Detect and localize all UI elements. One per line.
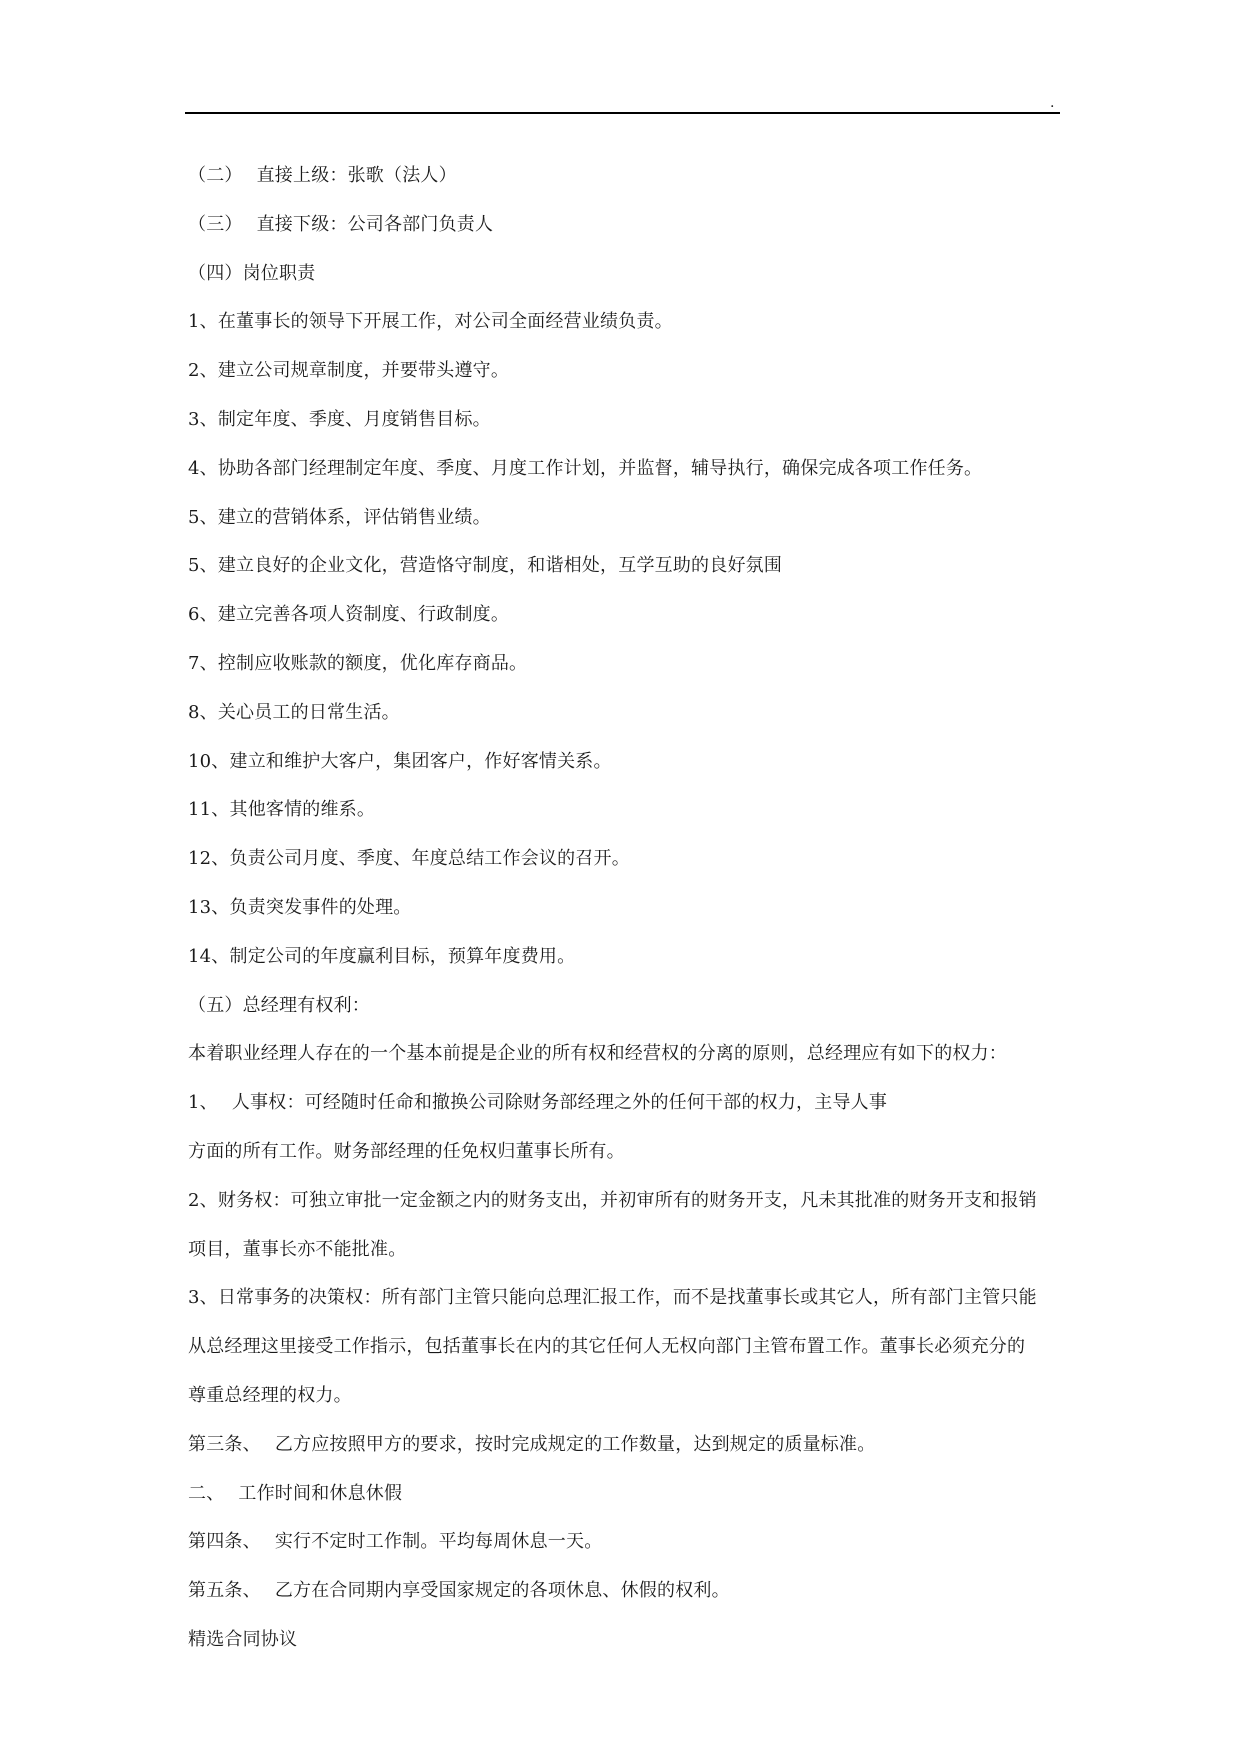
list-item — [188, 941, 1068, 990]
line-prefix: （三） — [188, 213, 243, 235]
list-item — [188, 892, 1068, 941]
line-text: 3、制定年度、季度、月度销售目标。 — [188, 408, 491, 430]
article-line — [188, 1429, 1068, 1478]
line-text: 3、日常事务的决策权：所有部门主管只能向总理汇报工作，而不是找董事长或其它人，所有部门主管只能 — [188, 1287, 1037, 1309]
paragraph-line — [188, 1038, 1068, 1087]
line-text: 精选合同协议 — [188, 1628, 298, 1650]
line-text: 乙方应按照甲方的要求，按时完成规定的工作数量，达到规定的质量标准。 — [274, 1433, 876, 1455]
line-prefix: （二） — [188, 165, 243, 186]
paragraph-line — [188, 1380, 1068, 1429]
list-item — [188, 746, 1068, 795]
line-text: （五）总经理有权利： — [188, 994, 370, 1016]
section-heading — [188, 990, 1068, 1039]
paragraph-line — [188, 1136, 1068, 1185]
list-item — [188, 697, 1068, 746]
line-text: 直接上级：张歌（法人） — [256, 165, 457, 186]
line-text: 工作时间和休息休假 — [238, 1482, 403, 1504]
list-item — [188, 355, 1068, 404]
list-item — [188, 502, 1068, 551]
header-rule — [185, 112, 1060, 114]
line-prefix: 第三条、 — [188, 1433, 261, 1455]
line-text: 6、建立完善各项人资制度、行政制度。 — [188, 604, 510, 626]
line-text: 从总经理这里接受工作指示，包括董事长在内的其它任何人无权向部门主管布置工作。董事长必须充分的 — [188, 1336, 1026, 1358]
text-line — [188, 209, 1068, 258]
line-text: 2、财务权：可独立审批一定金额之内的财务支出，并初审所有的财务开支，凡未其批准的财务开支和报销 — [188, 1189, 1037, 1211]
article-line — [188, 1526, 1068, 1575]
line-text: 实行不定时工作制。平均每周休息一天。 — [274, 1531, 603, 1553]
list-item — [188, 599, 1068, 648]
text-line — [188, 160, 1068, 209]
list-item — [188, 404, 1068, 453]
line-prefix: 第四条、 — [188, 1531, 261, 1553]
list-item — [188, 648, 1068, 697]
line-text: 1、在董事长的领导下开展工作，对公司全面经营业绩负责。 — [188, 311, 673, 333]
footer-label — [188, 1624, 1068, 1673]
line-text: 5、建立良好的企业文化，营造恪守制度，和谐相处，互学互助的良好氛围 — [188, 555, 783, 577]
line-text: 5、建立的营销体系，评估销售业绩。 — [188, 506, 491, 528]
line-text: （四）岗位职责 — [188, 262, 316, 284]
line-text: 11、其他客情的维系。 — [188, 799, 376, 821]
line-text: 直接下级：公司各部门负责人 — [256, 213, 494, 235]
list-item — [188, 550, 1068, 599]
document-body — [188, 160, 1068, 1673]
line-text: 10、建立和维护大客户，集团客户，作好客情关系。 — [188, 750, 612, 772]
list-item — [188, 306, 1068, 355]
line-text: 方面的所有工作。财务部经理的任免权归董事长所有。 — [188, 1140, 625, 1162]
line-text: 2、建立公司规章制度，并要带头遵守。 — [188, 360, 510, 382]
line-text: 本着职业经理人存在的一个基本前提是企业的所有权和经营权的分离的原则，总经理应有如下的权力： — [188, 1043, 1007, 1065]
list-item — [188, 453, 1068, 502]
line-text: 7、控制应收账款的额度，优化库存商品。 — [188, 652, 528, 674]
line-text: 尊重总经理的权力。 — [188, 1384, 352, 1406]
line-text: 13、负责突发事件的处理。 — [188, 896, 412, 918]
line-text: 乙方在合同期内享受国家规定的各项休息、休假的权利。 — [274, 1580, 730, 1602]
line-text: 4、协助各部门经理制定年度、季度、月度工作计划，并监督，辅导执行，确保完成各项工作任务。 — [188, 457, 983, 479]
paragraph-line — [188, 1331, 1068, 1380]
line-text: 8、关心员工的日常生活。 — [188, 701, 400, 723]
section-heading — [188, 258, 1068, 307]
line-text: 项目，董事长亦不能批准。 — [188, 1238, 407, 1260]
list-item — [188, 794, 1068, 843]
line-text: 14、制定公司的年度赢利目标，预算年度费用。 — [188, 945, 576, 967]
list-item — [188, 843, 1068, 892]
line-prefix: 二、 — [188, 1482, 225, 1504]
list-item — [188, 1282, 1068, 1331]
line-text: 12、负责公司月度、季度、年度总结工作会议的召开。 — [188, 848, 630, 870]
paragraph-line — [188, 1234, 1068, 1283]
article-line — [188, 1575, 1068, 1624]
section-heading — [188, 1478, 1068, 1527]
list-item — [188, 1185, 1068, 1234]
header-mark: . — [1050, 95, 1055, 111]
list-item — [188, 1087, 1068, 1136]
line-text: 人事权：可经随时任命和撤换公司除财务部经理之外的任何干部的权力，主导人事 — [231, 1092, 888, 1114]
line-prefix: 第五条、 — [188, 1580, 261, 1602]
line-prefix: 1、 — [188, 1092, 218, 1114]
